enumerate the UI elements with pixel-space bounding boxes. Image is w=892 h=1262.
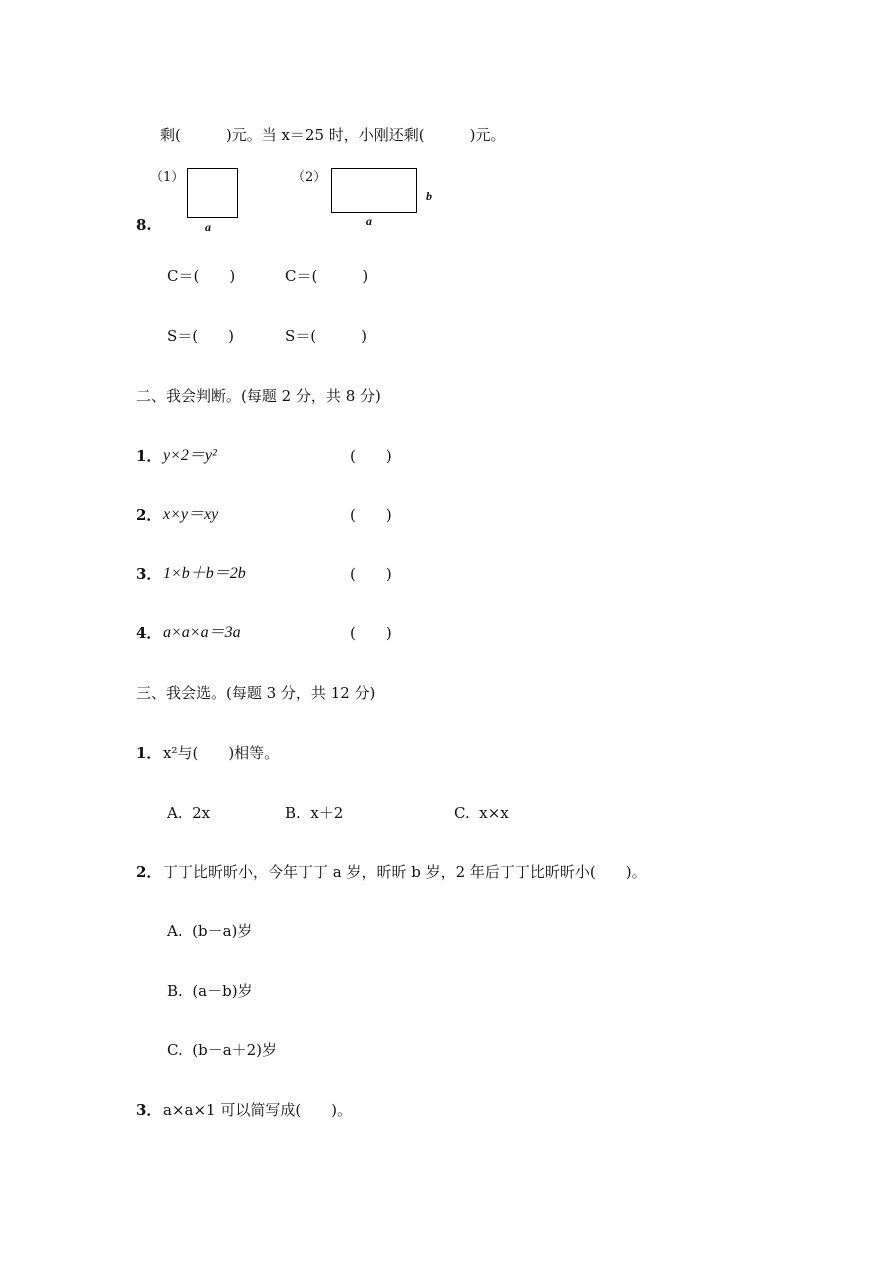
continuation-line: 剩( )元。当 x＝25 时，小刚还剩( )元。	[160, 126, 506, 144]
choice-1-number: 1．	[136, 744, 162, 762]
judge-3-expression: 1×b＋b＝2b	[163, 565, 246, 582]
judge-1-expression: y×2＝y²	[163, 447, 217, 464]
choice-1-option-a[interactable]: A. 2x	[167, 804, 211, 822]
rectangle-figure	[331, 168, 417, 213]
choice-1-option-c[interactable]: C. x×x	[454, 804, 509, 822]
judge-4-expression: a×a×a＝3a	[163, 624, 241, 641]
rectangle-width-label: a	[366, 214, 372, 228]
perimeter-square: C＝( )	[167, 267, 236, 285]
section-3-title: 三、我会选。(每题 3 分，共 12 分)	[136, 684, 376, 702]
judge-3-blank[interactable]: ( )	[350, 565, 392, 583]
figure-2-label: （2）	[292, 170, 327, 185]
perimeter-rectangle: C＝( )	[285, 267, 369, 285]
judge-2-number: 2．	[136, 506, 162, 524]
question-8-number: 8.	[136, 216, 152, 234]
choice-2-option-c[interactable]: C. (b－a＋2)岁	[167, 1041, 278, 1059]
area-rectangle: S＝( )	[285, 327, 367, 345]
choice-2-number: 2．	[136, 863, 162, 881]
choice-1-stem: x²与( )相等。	[163, 744, 280, 762]
judge-1-number: 1．	[136, 447, 162, 465]
area-square: S＝( )	[167, 327, 234, 345]
square-figure	[187, 168, 238, 218]
judge-4-blank[interactable]: ( )	[350, 624, 392, 642]
judge-1-blank[interactable]: ( )	[350, 447, 392, 465]
choice-2-option-b[interactable]: B. (a－b)岁	[167, 982, 253, 1000]
square-side-label: a	[205, 220, 211, 234]
choice-1-option-b[interactable]: B. x＋2	[285, 804, 344, 822]
rectangle-height-label: b	[426, 189, 432, 203]
choice-2-stem: 丁丁比昕昕小，今年丁丁 a 岁，昕昕 b 岁，2 年后丁丁比昕昕小( )。	[163, 863, 647, 881]
figure-1-label: （1）	[150, 170, 185, 185]
judge-2-expression: x×y＝xy	[163, 506, 219, 523]
judge-3-number: 3．	[136, 565, 162, 583]
choice-3-stem: a×a×1 可以简写成( )。	[163, 1101, 353, 1119]
choice-3-number: 3．	[136, 1101, 162, 1119]
section-2-title: 二、我会判断。(每题 2 分，共 8 分)	[136, 387, 381, 405]
judge-2-blank[interactable]: ( )	[350, 506, 392, 524]
judge-4-number: 4．	[136, 624, 162, 642]
choice-2-option-a[interactable]: A. (b－a)岁	[167, 922, 253, 940]
